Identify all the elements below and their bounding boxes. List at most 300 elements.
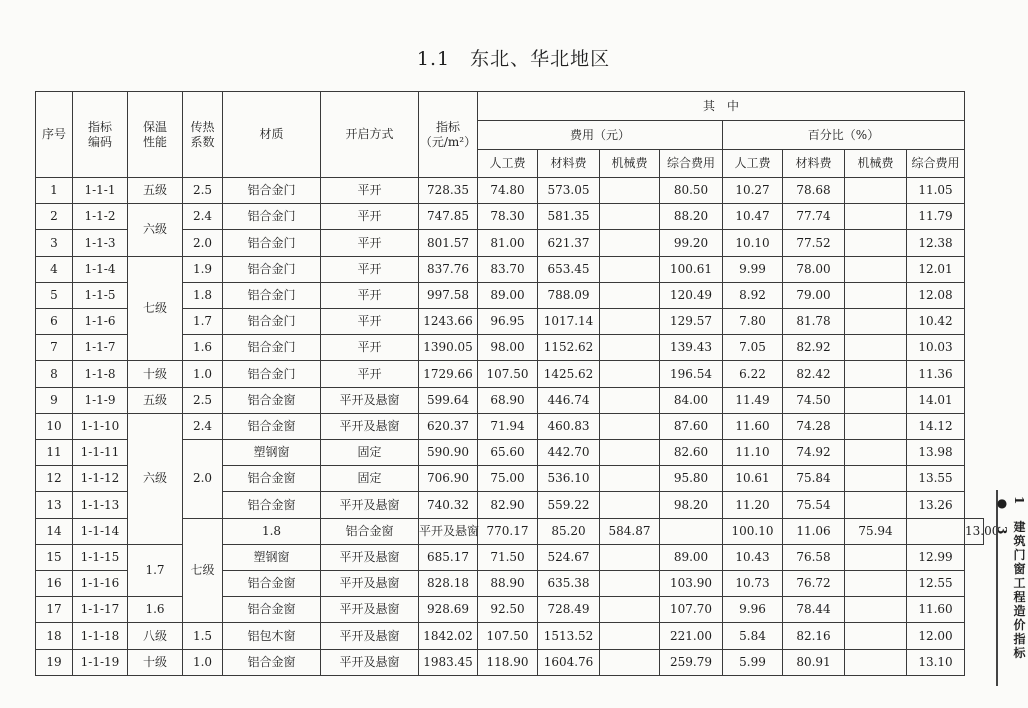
- cell-code: 1-1-4: [73, 256, 128, 282]
- cell-opening: 平开: [321, 282, 419, 308]
- cell-p-labor: 9.99: [723, 256, 783, 282]
- cell-p-overall: 11.36: [907, 361, 965, 387]
- cell-machine: [600, 178, 660, 204]
- cell-material: 塑钢窗: [223, 544, 321, 570]
- cell-overall: 259.79: [660, 649, 723, 675]
- cell-p-overall: 13.26: [907, 492, 965, 518]
- cell-p-overall: 14.12: [907, 413, 965, 439]
- cell-material: 铝合金窗: [223, 492, 321, 518]
- cell-opening: 固定: [321, 466, 419, 492]
- cell-machine: [600, 230, 660, 256]
- cell-p-overall: 13.10: [907, 649, 965, 675]
- cell-seq: 13: [36, 492, 73, 518]
- cell-p-machine: [845, 544, 907, 570]
- cell-labor: 75.00: [478, 466, 538, 492]
- cell-p-materials: 74.28: [783, 413, 845, 439]
- cell-index: 1983.45: [419, 649, 478, 675]
- cell-heat: 1.9: [183, 256, 223, 282]
- cell-materials: 653.45: [538, 256, 600, 282]
- cell-index: 620.37: [419, 413, 478, 439]
- cell-p-materials: 78.00: [783, 256, 845, 282]
- cell-p-materials: 75.54: [783, 492, 845, 518]
- cell-p-labor: 10.27: [723, 178, 783, 204]
- cell-overall: 87.60: [660, 413, 723, 439]
- cell-materials: 1017.14: [538, 309, 600, 335]
- cell-p-machine: [845, 361, 907, 387]
- cell-labor: 68.90: [478, 387, 538, 413]
- cell-opening: 固定: [321, 440, 419, 466]
- cell-labor: 65.60: [478, 440, 538, 466]
- cell-insulation: 七级: [183, 518, 223, 623]
- cell-code: 1-1-18: [73, 623, 128, 649]
- cell-opening: 平开: [321, 309, 419, 335]
- cell-material: 铝合金窗: [223, 571, 321, 597]
- cell-materials: 788.09: [538, 282, 600, 308]
- cell-index: 740.32: [419, 492, 478, 518]
- cell-material: 铝包木窗: [223, 623, 321, 649]
- header-labor: 人工费: [478, 150, 538, 178]
- cell-opening: 平开: [321, 230, 419, 256]
- cell-index: 770.17: [478, 518, 538, 544]
- cell-heat: 1.8: [223, 518, 321, 544]
- cell-seq: 2: [36, 204, 73, 230]
- cell-materials: 1604.76: [538, 649, 600, 675]
- table-row: [36, 649, 984, 675]
- header-of-which: 其 中: [478, 92, 965, 121]
- cell-materials: 728.49: [538, 597, 600, 623]
- cell-heat: 2.5: [183, 387, 223, 413]
- cell-index: 706.90: [419, 466, 478, 492]
- cell-p-materials: 75.84: [783, 466, 845, 492]
- cell-labor: 82.90: [478, 492, 538, 518]
- cell-p-labor: 9.96: [723, 597, 783, 623]
- cell-materials: 1152.62: [538, 335, 600, 361]
- cell-materials: 581.35: [538, 204, 600, 230]
- cell-opening: 平开: [321, 361, 419, 387]
- cell-overall: 95.80: [660, 466, 723, 492]
- cell-code: 1-1-19: [73, 649, 128, 675]
- cell-labor: 96.95: [478, 309, 538, 335]
- cell-material: 铝合金门: [223, 256, 321, 282]
- cell-code: 1-1-13: [73, 492, 128, 518]
- cell-machine: [600, 361, 660, 387]
- cell-insulation: 五级: [128, 387, 183, 413]
- cell-seq: 1: [36, 178, 73, 204]
- cell-p-materials: 78.68: [783, 178, 845, 204]
- cell-index: 828.18: [419, 571, 478, 597]
- cell-p-materials: 82.16: [783, 623, 845, 649]
- cell-p-labor: 11.60: [723, 413, 783, 439]
- cell-material: 铝合金窗: [223, 387, 321, 413]
- cell-machine: [600, 256, 660, 282]
- cell-materials: 621.37: [538, 230, 600, 256]
- cell-index: 685.17: [419, 544, 478, 570]
- cell-opening: 平开: [321, 256, 419, 282]
- cell-material: 铝合金窗: [223, 597, 321, 623]
- header-pct-materials: 材料费: [783, 150, 845, 178]
- cell-p-machine: [845, 492, 907, 518]
- cell-index: 928.69: [419, 597, 478, 623]
- cell-heat: 1.8: [183, 282, 223, 308]
- cell-p-materials: 74.50: [783, 387, 845, 413]
- cell-seq: 14: [36, 518, 73, 544]
- cell-machine: [600, 413, 660, 439]
- cell-heat: 2.5: [183, 178, 223, 204]
- cell-material: 铝合金门: [223, 282, 321, 308]
- cell-p-labor: 11.06: [783, 518, 845, 544]
- cell-p-machine: [845, 387, 907, 413]
- cell-heat: 2.4: [183, 204, 223, 230]
- cell-machine: [600, 204, 660, 230]
- cell-p-materials: 82.92: [783, 335, 845, 361]
- cell-heat: 1.7: [128, 544, 183, 596]
- header-opening: 开启方式: [321, 92, 419, 178]
- cell-material: 铝合金门: [223, 335, 321, 361]
- cell-heat: 1.0: [183, 649, 223, 675]
- cell-p-labor: 10.10: [723, 230, 783, 256]
- cell-material: 铝合金门: [223, 178, 321, 204]
- cell-p-labor: 8.92: [723, 282, 783, 308]
- cell-materials: 584.87: [600, 518, 660, 544]
- cell-machine: [600, 440, 660, 466]
- table-body: [36, 178, 1000, 676]
- cell-p-machine: [845, 597, 907, 623]
- header-pct-overall: 综合费用: [907, 150, 965, 178]
- cell-labor: 78.30: [478, 204, 538, 230]
- cell-materials: 1425.62: [538, 361, 600, 387]
- cell-p-overall: 13.55: [907, 466, 965, 492]
- cell-heat: 1.0: [183, 361, 223, 387]
- cell-p-labor: 10.43: [723, 544, 783, 570]
- cell-index: 1729.66: [419, 361, 478, 387]
- cell-p-materials: 79.00: [783, 282, 845, 308]
- cell-seq: 16: [36, 571, 73, 597]
- cell-p-overall: 10.42: [907, 309, 965, 335]
- cell-seq: 15: [36, 544, 73, 570]
- cell-heat: 2.0: [183, 440, 223, 519]
- cell-p-overall: 11.05: [907, 178, 965, 204]
- cell-overall: 80.50: [660, 178, 723, 204]
- cell-p-machine: [845, 466, 907, 492]
- cell-p-labor: 10.61: [723, 466, 783, 492]
- cell-p-materials: 77.74: [783, 204, 845, 230]
- cell-overall: 100.61: [660, 256, 723, 282]
- cell-code: 1-1-17: [73, 597, 128, 623]
- cell-p-overall: 13.98: [907, 440, 965, 466]
- cell-materials: 524.67: [538, 544, 600, 570]
- header-code: 指标 编码: [73, 92, 128, 178]
- cell-seq: 8: [36, 361, 73, 387]
- cell-overall: 99.20: [660, 230, 723, 256]
- cell-seq: 19: [36, 649, 73, 675]
- cell-heat: 1.6: [183, 335, 223, 361]
- cell-insulation: 十级: [128, 361, 183, 387]
- cell-labor: 83.70: [478, 256, 538, 282]
- cell-insulation: 七级: [128, 256, 183, 361]
- cell-p-materials: 76.72: [783, 571, 845, 597]
- cell-p-overall: 12.08: [907, 282, 965, 308]
- cell-materials: 460.83: [538, 413, 600, 439]
- cell-index: 801.57: [419, 230, 478, 256]
- cell-p-materials: 80.91: [783, 649, 845, 675]
- header-materials: 材料费: [538, 150, 600, 178]
- cell-index: 1243.66: [419, 309, 478, 335]
- cell-p-overall: 12.38: [907, 230, 965, 256]
- cell-materials: 536.10: [538, 466, 600, 492]
- cell-p-overall: 14.01: [907, 387, 965, 413]
- cell-seq: 7: [36, 335, 73, 361]
- cell-p-materials: 81.78: [783, 309, 845, 335]
- cell-p-overall: 10.03: [907, 335, 965, 361]
- cell-materials: 442.70: [538, 440, 600, 466]
- cell-index: 599.64: [419, 387, 478, 413]
- cell-p-overall: 12.55: [907, 571, 965, 597]
- cell-p-labor: 7.05: [723, 335, 783, 361]
- header-pct-labor: 人工费: [723, 150, 783, 178]
- cell-insulation: 六级: [128, 413, 183, 544]
- cell-p-machine: [845, 440, 907, 466]
- cell-insulation: 六级: [128, 204, 183, 256]
- cell-p-labor: 10.73: [723, 571, 783, 597]
- cell-labor: 74.80: [478, 178, 538, 204]
- cell-opening: 平开及悬窗: [321, 413, 419, 439]
- cell-code: 1-1-1: [73, 178, 128, 204]
- cell-seq: 17: [36, 597, 73, 623]
- cell-p-machine: [845, 204, 907, 230]
- table-row: [36, 178, 984, 204]
- cell-code: 1-1-15: [73, 544, 128, 570]
- cell-seq: 5: [36, 282, 73, 308]
- cell-machine: [600, 309, 660, 335]
- cell-p-machine: [845, 571, 907, 597]
- side-tab: 1 建筑门窗工程造价指标 ● 3: [996, 490, 1024, 686]
- cell-labor: 89.00: [478, 282, 538, 308]
- cell-code: 1-1-3: [73, 230, 128, 256]
- cell-p-labor: 11.49: [723, 387, 783, 413]
- cell-p-labor: 11.20: [723, 492, 783, 518]
- header-overall: 综合费用: [660, 150, 723, 178]
- header-machine: 机械费: [600, 150, 660, 178]
- cell-overall: 89.00: [660, 544, 723, 570]
- cell-machine: [660, 518, 723, 544]
- cell-p-machine: [845, 623, 907, 649]
- cell-opening: 平开及悬窗: [321, 649, 419, 675]
- table-row: [36, 597, 984, 623]
- cell-p-overall: 12.00: [907, 623, 965, 649]
- cell-overall: 100.10: [723, 518, 783, 544]
- cell-p-materials: 74.92: [783, 440, 845, 466]
- cell-seq: 3: [36, 230, 73, 256]
- cell-machine: [600, 492, 660, 518]
- table-row: [36, 256, 984, 282]
- cell-heat: 2.4: [183, 413, 223, 439]
- cell-index: 837.76: [419, 256, 478, 282]
- cell-p-machine: [907, 518, 965, 544]
- table-header: [36, 92, 984, 178]
- table-row: [36, 544, 984, 570]
- cell-code: 1-1-6: [73, 309, 128, 335]
- cell-materials: 1513.52: [538, 623, 600, 649]
- cell-p-overall: 11.60: [907, 597, 965, 623]
- cell-seq: 18: [36, 623, 73, 649]
- cell-seq: 10: [36, 413, 73, 439]
- cell-machine: [600, 623, 660, 649]
- cell-code: 1-1-9: [73, 387, 128, 413]
- cell-p-machine: [845, 335, 907, 361]
- cell-machine: [600, 335, 660, 361]
- cell-overall: 88.20: [660, 204, 723, 230]
- cell-p-machine: [845, 309, 907, 335]
- cell-overall: 196.54: [660, 361, 723, 387]
- cell-p-overall: 12.01: [907, 256, 965, 282]
- cell-heat: 2.0: [183, 230, 223, 256]
- cell-insulation: 五级: [128, 178, 183, 204]
- cell-index: 590.90: [419, 440, 478, 466]
- cell-code: 1-1-10: [73, 413, 128, 439]
- cell-overall: 129.57: [660, 309, 723, 335]
- table-row: [36, 387, 984, 413]
- page-title: 1.1 东北、华北地区: [416, 48, 611, 70]
- cell-p-labor: 11.10: [723, 440, 783, 466]
- cell-machine: [600, 597, 660, 623]
- header-percent: 百分比（%）: [723, 121, 965, 150]
- cell-code: 1-1-14: [73, 518, 128, 544]
- cell-seq: 6: [36, 309, 73, 335]
- cell-labor: 118.90: [478, 649, 538, 675]
- table-row: [36, 623, 984, 649]
- cell-labor: 88.90: [478, 571, 538, 597]
- cell-machine: [600, 649, 660, 675]
- header-insulation: 保温 性能: [128, 92, 183, 178]
- cell-materials: 446.74: [538, 387, 600, 413]
- cell-opening: 平开: [321, 178, 419, 204]
- cell-code: 1-1-11: [73, 440, 128, 466]
- cell-p-materials: 77.52: [783, 230, 845, 256]
- cell-seq: 9: [36, 387, 73, 413]
- header-material: 材质: [223, 92, 321, 178]
- cell-machine: [600, 571, 660, 597]
- cell-p-machine: [845, 282, 907, 308]
- cell-labor: 92.50: [478, 597, 538, 623]
- cell-opening: 平开及悬窗: [321, 597, 419, 623]
- cell-code: 1-1-5: [73, 282, 128, 308]
- cell-overall: 103.90: [660, 571, 723, 597]
- cell-materials: 635.38: [538, 571, 600, 597]
- cell-heat: 1.5: [183, 623, 223, 649]
- cell-code: 1-1-2: [73, 204, 128, 230]
- cell-code: 1-1-7: [73, 335, 128, 361]
- cell-overall: 82.60: [660, 440, 723, 466]
- cell-overall: 107.70: [660, 597, 723, 623]
- cell-labor: 81.00: [478, 230, 538, 256]
- cell-p-materials: 75.94: [845, 518, 907, 544]
- cell-insulation: 八级: [128, 623, 183, 649]
- header-cost: 费用（元）: [478, 121, 723, 150]
- cell-p-materials: 76.58: [783, 544, 845, 570]
- cell-p-overall: 13.00: [965, 518, 984, 544]
- cell-p-overall: 12.99: [907, 544, 965, 570]
- cell-code: 1-1-16: [73, 571, 128, 597]
- cell-material: 铝合金窗: [223, 466, 321, 492]
- header-seq: 序号: [36, 92, 73, 178]
- cell-index: 747.85: [419, 204, 478, 230]
- table-row: [36, 413, 984, 439]
- cell-p-materials: 82.42: [783, 361, 845, 387]
- table-row: [36, 204, 984, 230]
- cell-labor: 98.00: [478, 335, 538, 361]
- cell-p-machine: [845, 413, 907, 439]
- cell-p-labor: 5.84: [723, 623, 783, 649]
- cell-material: 铝合金窗: [223, 413, 321, 439]
- cell-insulation: 十级: [128, 649, 183, 675]
- cell-overall: 139.43: [660, 335, 723, 361]
- cell-index: 1390.05: [419, 335, 478, 361]
- cell-p-materials: 78.44: [783, 597, 845, 623]
- cell-material: 铝合金门: [223, 204, 321, 230]
- header-index: 指标 （元/m²）: [419, 92, 478, 178]
- cell-overall: 98.20: [660, 492, 723, 518]
- cell-code: 1-1-12: [73, 466, 128, 492]
- cell-material: 铝合金窗: [321, 518, 419, 544]
- cell-overall: 120.49: [660, 282, 723, 308]
- cell-material: 铝合金门: [223, 309, 321, 335]
- cell-machine: [600, 282, 660, 308]
- cell-p-machine: [845, 649, 907, 675]
- cell-p-labor: 6.22: [723, 361, 783, 387]
- cell-heat: 1.6: [128, 597, 183, 623]
- cell-opening: 平开及悬窗: [419, 518, 478, 544]
- cell-material: 铝合金窗: [223, 649, 321, 675]
- cell-material: 塑钢窗: [223, 440, 321, 466]
- cell-materials: 559.22: [538, 492, 600, 518]
- cell-seq: 11: [36, 440, 73, 466]
- cell-p-labor: 10.47: [723, 204, 783, 230]
- cell-opening: 平开: [321, 335, 419, 361]
- table-row: [36, 361, 984, 387]
- cell-labor: 71.94: [478, 413, 538, 439]
- cell-code: 1-1-8: [73, 361, 128, 387]
- cell-opening: 平开及悬窗: [321, 571, 419, 597]
- cell-material: 铝合金门: [223, 230, 321, 256]
- cell-p-labor: 5.99: [723, 649, 783, 675]
- cell-opening: 平开: [321, 204, 419, 230]
- cell-opening: 平开及悬窗: [321, 387, 419, 413]
- cell-p-labor: 7.80: [723, 309, 783, 335]
- cell-seq: 12: [36, 466, 73, 492]
- cell-p-machine: [845, 230, 907, 256]
- cell-heat: 1.7: [183, 309, 223, 335]
- cell-p-machine: [845, 178, 907, 204]
- header-heat: 传热 系数: [183, 92, 223, 178]
- cell-labor: 107.50: [478, 623, 538, 649]
- cell-labor: 107.50: [478, 361, 538, 387]
- cell-labor: 85.20: [538, 518, 600, 544]
- cell-p-machine: [845, 256, 907, 282]
- cell-index: 1842.02: [419, 623, 478, 649]
- header-pct-machine: 机械费: [845, 150, 907, 178]
- cell-material: 铝合金门: [223, 361, 321, 387]
- cell-p-overall: 11.79: [907, 204, 965, 230]
- cell-machine: [600, 466, 660, 492]
- cell-index: 997.58: [419, 282, 478, 308]
- cell-machine: [600, 387, 660, 413]
- cell-opening: 平开及悬窗: [321, 492, 419, 518]
- cell-index: 728.35: [419, 178, 478, 204]
- cell-opening: 平开及悬窗: [321, 623, 419, 649]
- cell-opening: 平开及悬窗: [321, 544, 419, 570]
- cell-labor: 71.50: [478, 544, 538, 570]
- cost-index-table: [35, 91, 1000, 676]
